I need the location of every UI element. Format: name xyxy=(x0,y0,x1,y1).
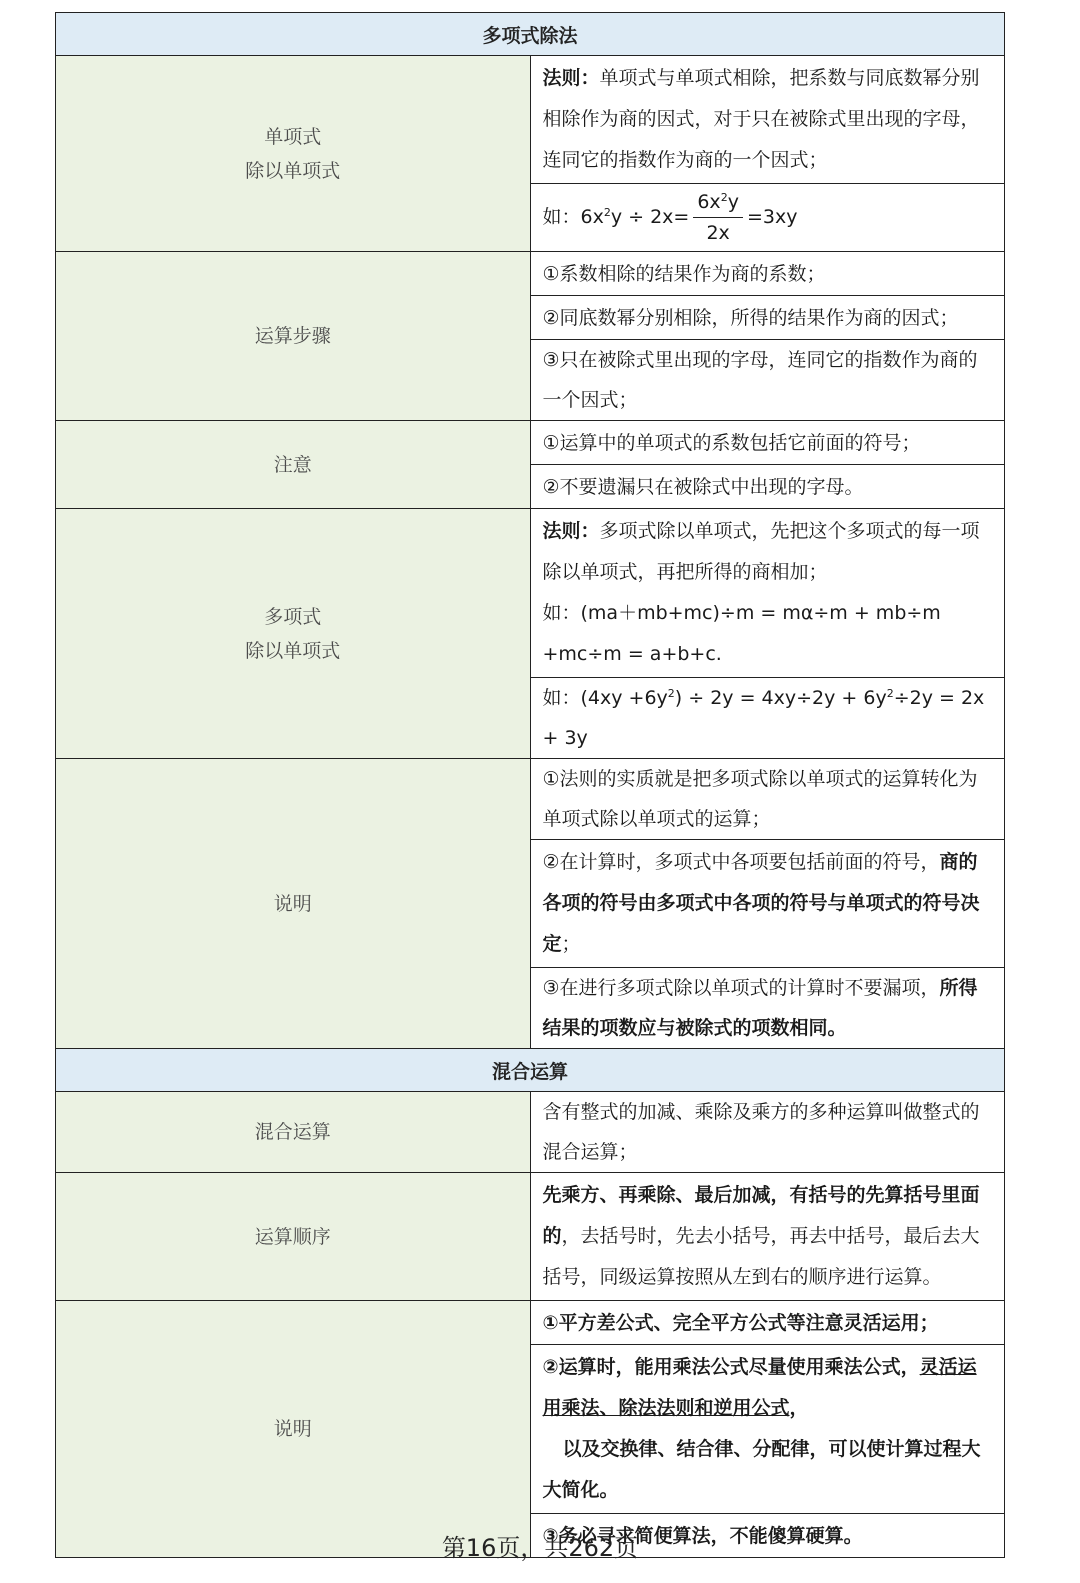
row-label-polynomial-division xyxy=(56,509,531,759)
explanation-item: ③务必寻求简便算法，不能傻算硬算。 xyxy=(530,1514,1005,1558)
exponent: 2 xyxy=(667,687,675,700)
note-item: ②不要遗漏只在被除式中出现的字母。 xyxy=(530,465,1005,509)
example-text: ÷2y = 2x + 3y xyxy=(542,687,985,749)
explanation-emphasis: 商的各项的符号由多项式中各项的符号与单项式的符号决定 xyxy=(542,851,980,955)
explanation-item xyxy=(530,840,1005,968)
explanation-text: ③在进行多项式除以单项式的计算时不要漏项， xyxy=(542,977,940,999)
notes-table xyxy=(55,12,1005,1558)
page-number: 第16页，共262页 xyxy=(441,1534,639,1562)
row-label-explanation-2: 说明 xyxy=(56,1301,531,1558)
explanation-item xyxy=(530,1345,1005,1514)
order-emphasis: 先乘方、再乘除、最后加减，有括号的先算括号里面的 xyxy=(542,1184,980,1247)
explanation-underlined: 灵活运用乘法、除法法则和逆用公式 xyxy=(542,1356,977,1419)
explanation-item xyxy=(530,968,1005,1049)
explanation-text: 以及交换律、结合律、分配律，可以使计算过程大大简化。 xyxy=(542,1438,981,1501)
explanation-item: ①法则的实质就是把多项式除以单项式的运算转化为单项式除以单项式的运算； xyxy=(530,759,1005,840)
monomial-rule xyxy=(530,56,1005,184)
row-label-monomial-division xyxy=(56,56,531,252)
mixed-definition: 含有整式的加减、乘除及乘方的多种运算叫做整式的混合运算； xyxy=(530,1092,1005,1173)
rule-text: 多项式除以单项式，先把这个多项式的每一项除以单项式，再把所得的商相加； xyxy=(542,520,980,583)
order-text: ，去括号时，先去小括号，再去中括号，最后去大括号，同级运算按照从左到右的顺序进行运算。 xyxy=(542,1225,980,1288)
rule-text: 单项式与单项式相除，把系数与同底数幂分别相除作为商的因式，对于只在被除式里出现的字母，连同它的指数作为商的一个因式； xyxy=(542,67,980,171)
step-item: ③只在被除式里出现的字母，连同它的指数作为商的一个因式； xyxy=(530,340,1005,421)
row-label-steps: 运算步骤 xyxy=(56,252,531,421)
label-line: 单项式 xyxy=(264,125,322,148)
example-text: ) ÷ 2y = 4xy÷2y + 6y xyxy=(674,687,887,709)
fraction-numerator xyxy=(693,187,743,218)
step-item: ②同底数幂分别相除，所得的结果作为商的因式； xyxy=(530,296,1005,340)
explanation-item: ①平方差公式、完全平方公式等注意灵活运用； xyxy=(530,1301,1005,1345)
exponent: 2 xyxy=(720,191,728,204)
explanation-text: ②运算时，能用乘法公式尽量使用乘法公式， xyxy=(542,1356,920,1378)
label-line: 除以单项式 xyxy=(245,639,341,662)
row-label-note: 注意 xyxy=(56,421,531,509)
explanation-text: ， xyxy=(789,1397,809,1419)
note-item: ①运算中的单项式的系数包括它前面的符号； xyxy=(530,421,1005,465)
explanation-text: ； xyxy=(561,933,581,955)
example-text: y ÷ 2x= xyxy=(610,206,690,228)
row-label-mixed-operations: 混合运算 xyxy=(56,1092,531,1173)
rule-example: 如：(ma＋mb+mc)÷m = mα÷m + mb÷m +mc÷m = a+b+c. xyxy=(542,602,941,665)
label-line: 除以单项式 xyxy=(245,159,341,182)
fraction-denominator: 2x xyxy=(706,222,730,244)
explanation-emphasis: 所得结果的项数应与被除式的项数相同。 xyxy=(542,977,978,1039)
step-item: ①系数相除的结果作为商的系数； xyxy=(530,252,1005,296)
row-label-explanation: 说明 xyxy=(56,759,531,1049)
example-text: 如：(4xy +6y xyxy=(542,687,668,709)
label-line: 多项式 xyxy=(264,605,322,628)
example-result: =3xy xyxy=(746,206,798,228)
fraction xyxy=(693,187,743,248)
operation-order xyxy=(530,1173,1005,1301)
polynomial-rule xyxy=(530,509,1005,678)
section-title-polynomial-division: 多项式除法 xyxy=(56,13,1005,56)
section-title-mixed-operations: 混合运算 xyxy=(56,1049,1005,1092)
numerator-text: y xyxy=(727,191,739,213)
monomial-example xyxy=(530,184,1005,252)
exponent: 2 xyxy=(886,687,894,700)
numerator-text: 6x xyxy=(697,191,721,213)
exponent: 2 xyxy=(603,206,611,219)
explanation-text: ②在计算时，多项式中各项要包括前面的符号， xyxy=(542,851,940,873)
example-text: 如：6x xyxy=(542,206,604,228)
row-label-operation-order: 运算顺序 xyxy=(56,1173,531,1301)
polynomial-example xyxy=(530,678,1005,759)
rule-title: 法则： xyxy=(542,67,600,89)
rule-title: 法则： xyxy=(542,520,600,542)
